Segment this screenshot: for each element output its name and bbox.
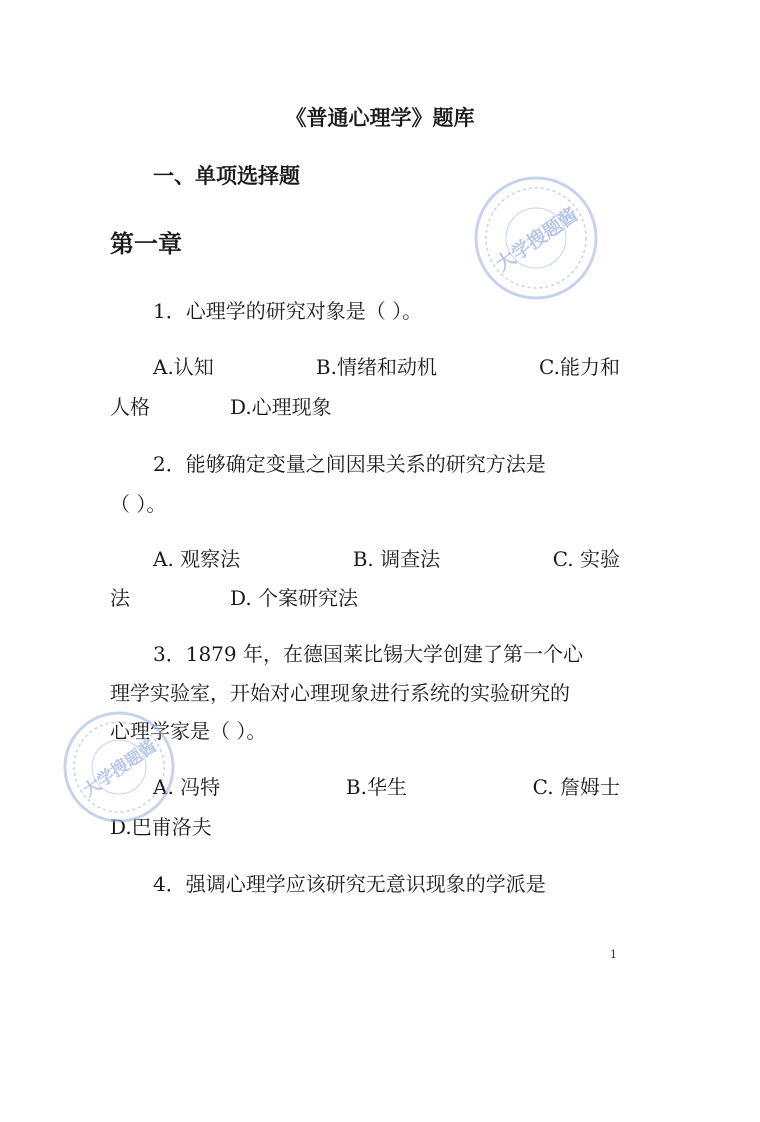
svg-text:大学搜题酱: 大学搜题酱 [491, 203, 583, 276]
question-3-stem-line-3: 心理学家是（ ）。 [110, 719, 267, 743]
question-2-stem: 2．能够确定变量之间因果关系的研究方法是 [153, 452, 546, 476]
option-d: D. 个案研究法 [230, 586, 359, 610]
watermark-stamp-icon [60, 708, 178, 826]
option-d: D.心理现象 [230, 395, 332, 419]
option-c-continued: 法 [110, 586, 130, 610]
question-1-options [153, 351, 620, 379]
option-c-continued: 人格 [110, 395, 150, 419]
svg-text:大学搜题酱: 大学搜题酱 [79, 736, 161, 802]
option-c: C.能力和 [539, 355, 620, 379]
question-2-options [153, 543, 620, 571]
question-4-stem: 4．强调心理学应该研究无意识现象的学派是 [153, 872, 546, 896]
option-a: A. 观察法 [153, 547, 241, 571]
option-b: B. 调查法 [352, 547, 441, 571]
question-2-options-continued [110, 582, 620, 610]
question-3-options-continued [110, 811, 620, 839]
question-3-stem-line-2: 理学实验室，开始对心理现象进行系统的实验研究的 [110, 681, 570, 705]
section-heading: 一、单项选择题 [153, 163, 300, 188]
chapter-heading: 第一章 [110, 229, 182, 258]
option-d: D.巴甫洛夫 [110, 815, 212, 839]
option-c: C. 詹姆士 [532, 775, 620, 799]
option-a: A. 冯特 [153, 775, 221, 799]
question-3-options [153, 771, 620, 799]
question-1-stem: 1．心理学的研究对象是（ ）。 [153, 299, 423, 323]
option-b: B.情绪和动机 [315, 355, 437, 379]
watermark-stamp-icon [470, 172, 602, 304]
question-1-options-continued [110, 391, 620, 419]
question-2-stem-continued: （ ）。 [110, 492, 167, 516]
option-a: A.认知 [153, 355, 214, 379]
option-c: C. 实验 [552, 547, 620, 571]
option-b: B.华生 [345, 775, 407, 799]
question-3-stem: 3．1879 年，在德国莱比锡大学创建了第一个心 [153, 642, 583, 666]
document-title: 《普通心理学》题库 [285, 105, 475, 130]
page-number: 1 [610, 948, 617, 961]
